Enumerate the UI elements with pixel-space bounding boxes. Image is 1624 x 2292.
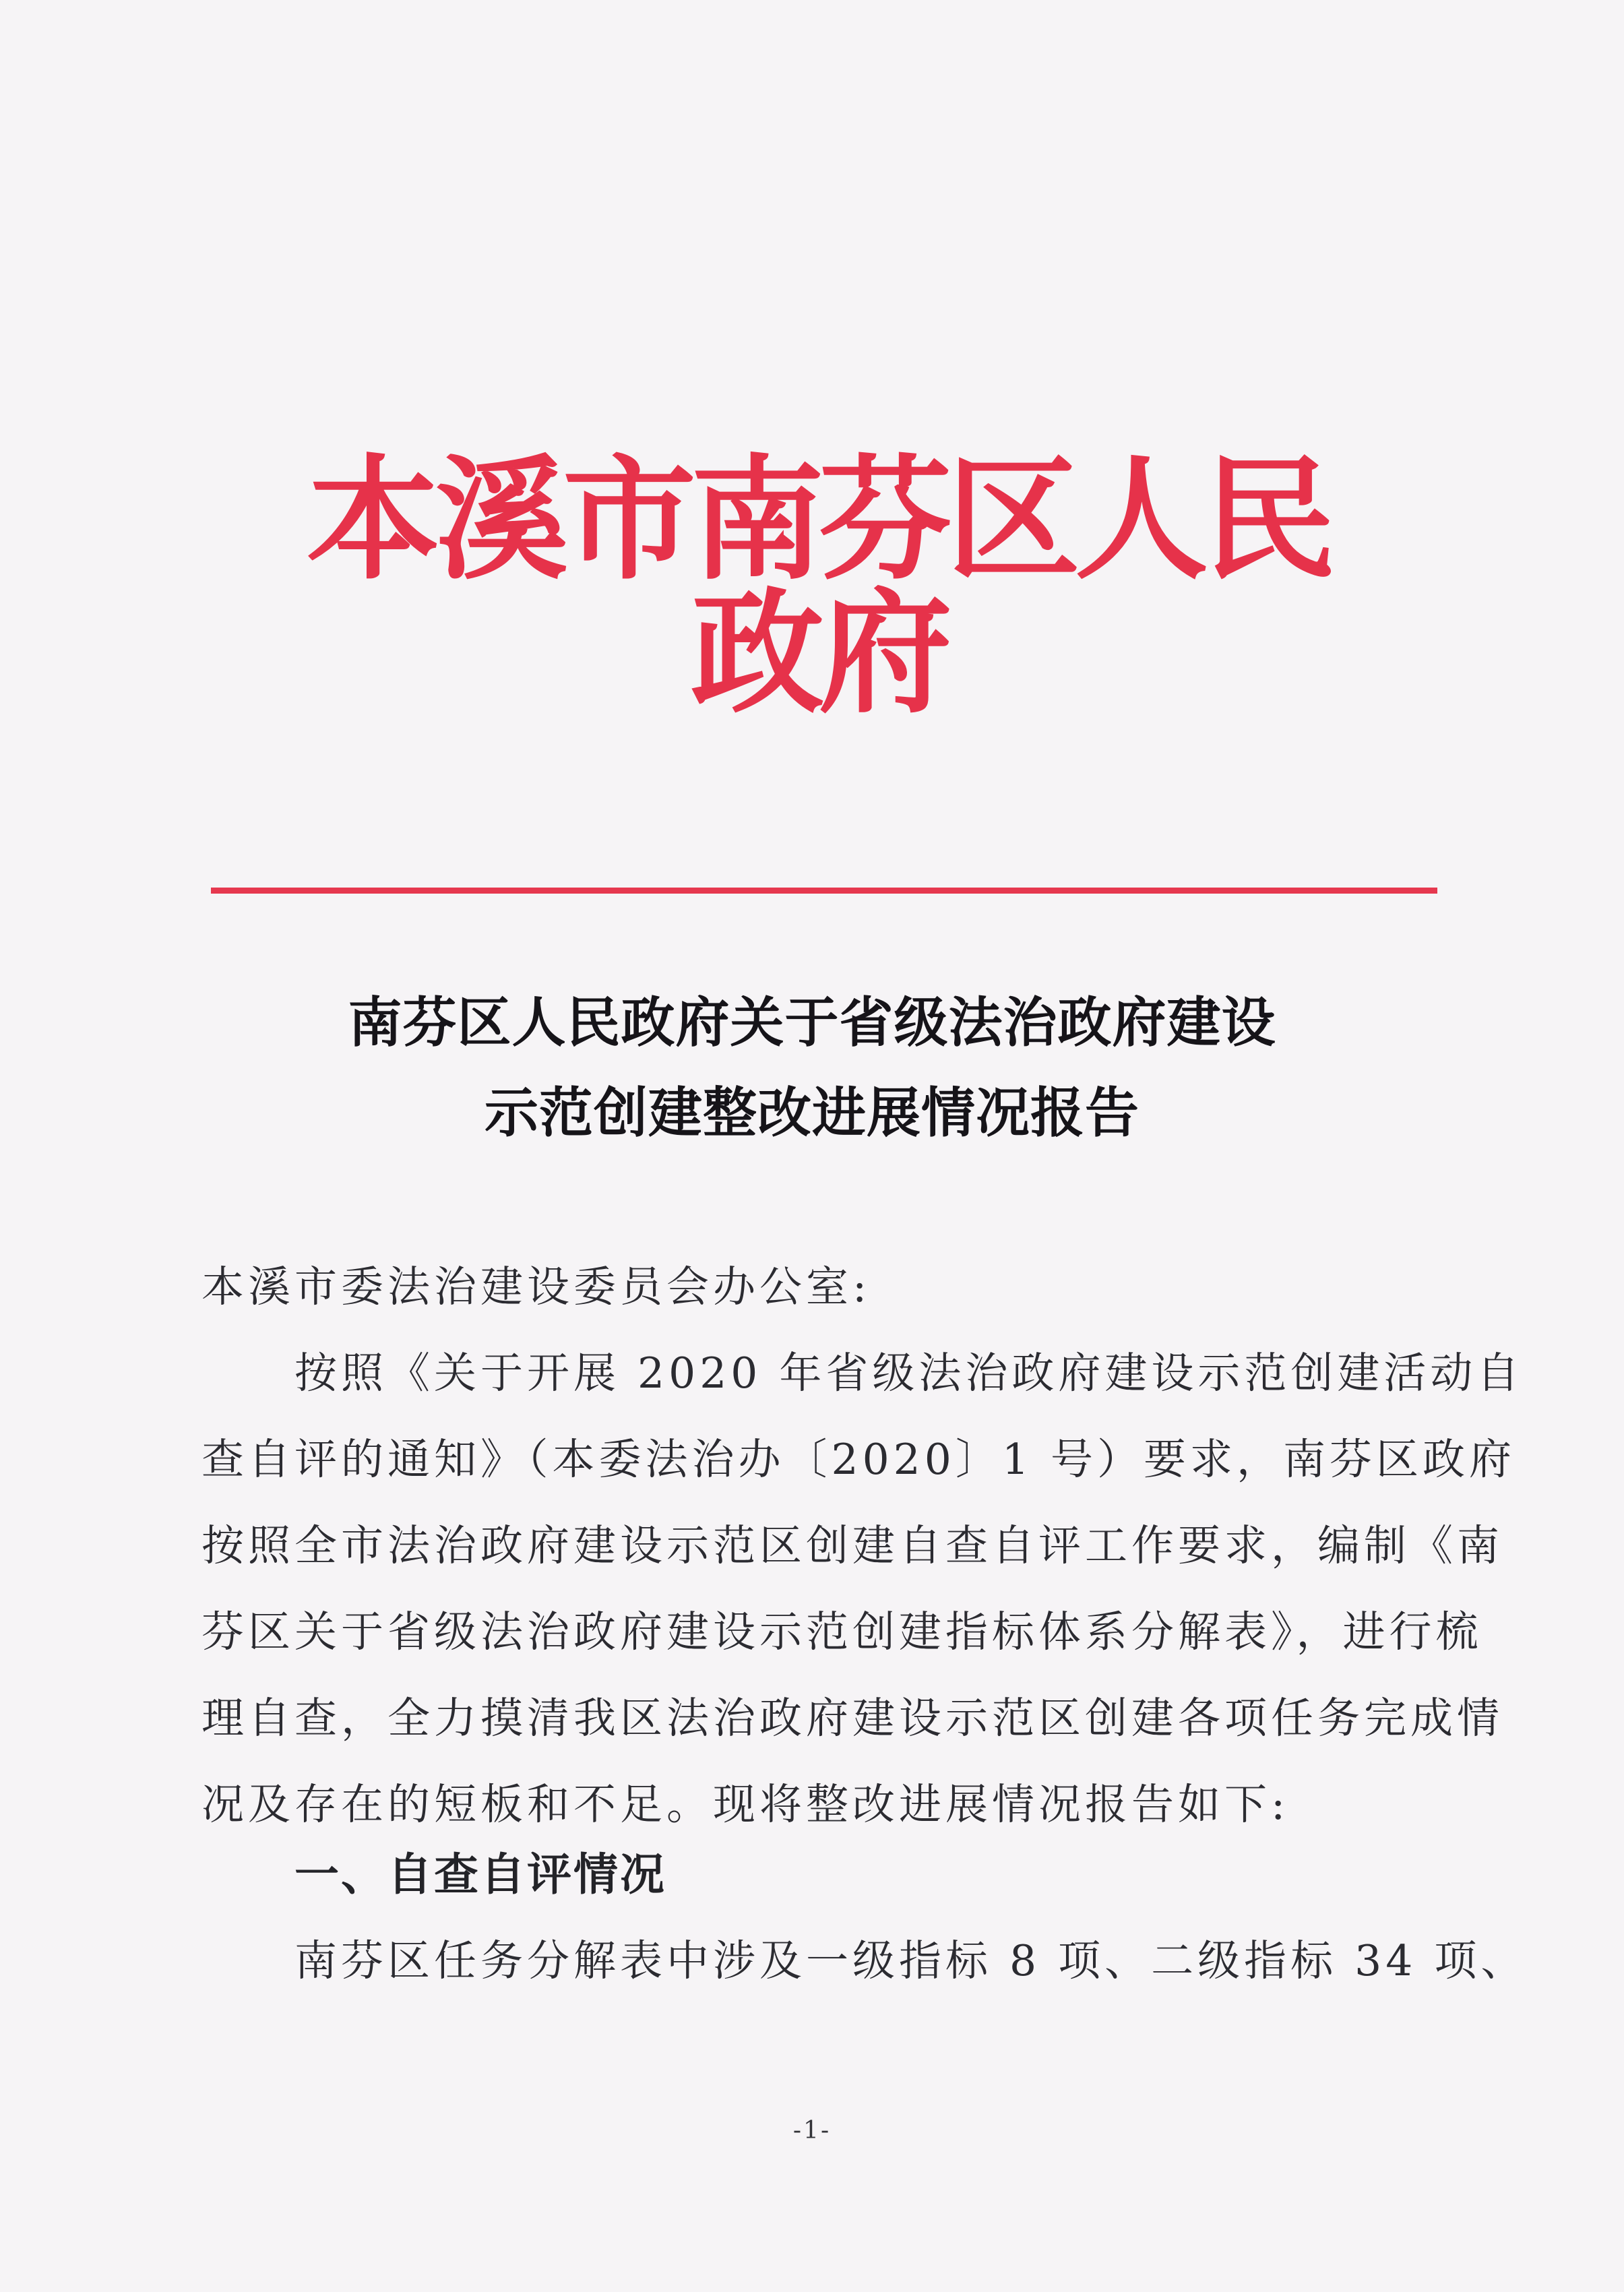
- report-title-line-2: 示范创建整改进展情况报告: [485, 1081, 1139, 1144]
- body-line-6: 况及存在的短板和不足。现将整改进展情况报告如下:: [201, 1780, 1290, 1829]
- section-body-line: 南芬区任务分解表中涉及一级指标 8 项、二级指标 34 项、: [294, 1936, 1528, 1985]
- section-heading: 一、自查自评情况: [294, 1849, 666, 1900]
- body-line-4: 芬区关于省级法治政府建设示范创建指标体系分解表》，进行梳: [201, 1607, 1482, 1656]
- body-line-2: 查自评的通知》（本委法治办〔2020〕1 号）要求，南芬区政府: [201, 1435, 1516, 1484]
- body-line-3: 按照全市法治政府建设示范区创建自查自评工作要求，编制《南: [201, 1521, 1503, 1570]
- salutation: 本溪市委法治建设委员会办公室:: [201, 1262, 871, 1311]
- issuing-authority-header: 本溪市南芬区人民政府: [307, 441, 1331, 731]
- red-separator-rule: [211, 888, 1437, 894]
- page-number: -1-: [792, 2117, 832, 2144]
- report-title: [263, 977, 1361, 1158]
- report-title-line-1: 南芬区人民政府关于省级法治政府建设: [348, 991, 1276, 1054]
- body-line-5: 理自查，全力摸清我区法治政府建设示范区创建各项任务完成情: [201, 1694, 1503, 1743]
- body-line-1: 按照《关于开展 2020 年省级法治政府建设示范创建活动自: [294, 1349, 1524, 1398]
